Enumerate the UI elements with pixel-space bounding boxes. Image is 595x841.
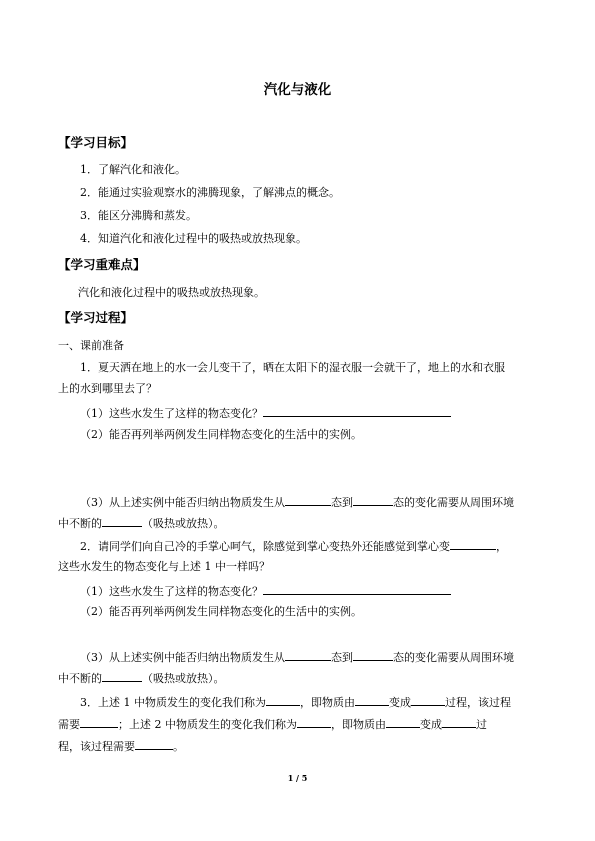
q2-sub3-text-b: 态到: [331, 651, 353, 664]
q3-line3-text-b: 。: [173, 740, 184, 753]
q1-sub3-text-b: 态到: [331, 496, 353, 509]
q2-text-line1: [80, 538, 507, 554]
q1-text-line1: 1．夏天洒在地上的水一会儿变干了，晒在太阳下的湿衣服一会就干了，地上的水和衣服: [80, 361, 505, 374]
q3-line1-text-a: 3．上述 1 中物质发生的变化我们称为: [80, 696, 266, 709]
q2-sub3-line2-text-b: （吸热或放热）。: [142, 672, 225, 685]
q3-line1-text-d: 过程，该过程: [445, 696, 511, 709]
answer-blank[interactable]: [285, 649, 331, 661]
q1-sub3-text-c: 态的变化需要从周围环境: [393, 496, 514, 509]
q1-sub2: （2）能否再列举两例发生同样物态变化的生活中的实例。: [80, 428, 362, 441]
q1-sub3-line1: [80, 494, 514, 510]
answer-blank[interactable]: [450, 538, 496, 550]
page-title: 汽化与液化: [263, 82, 332, 98]
q1-sub3-line2: [58, 515, 225, 531]
keypoints-text: 汽化和液化过程中的吸热或放热现象。: [78, 286, 265, 299]
q2-line1-text-b: ，: [496, 540, 507, 553]
q2-sub3-text-a: （3）从上述实例中能否归纳出物质发生从: [80, 651, 285, 664]
answer-blank[interactable]: [263, 583, 451, 595]
objectives-heading: 【学习目标】: [58, 135, 134, 150]
answer-blank[interactable]: [411, 694, 445, 706]
answer-blank[interactable]: [102, 515, 142, 527]
q2-line1-text-a: 2．请同学们向自己冷的手掌心呵气，除感觉到掌心变热外还能感觉到掌心变: [80, 540, 450, 553]
q1-text-line2: 上的水到哪里去了？: [58, 382, 157, 395]
answer-blank[interactable]: [355, 694, 389, 706]
objective-item: 3．能区分沸腾和蒸发。: [80, 209, 197, 222]
q2-sub2: （2）能否再列举两例发生同样物态变化的生活中的实例。: [80, 605, 362, 618]
q1-sub3-text-a: （3）从上述实例中能否归纳出物质发生从: [80, 496, 285, 509]
q3-line1-text-b: ，即物质由: [300, 696, 355, 709]
q2-sub3-text-c: 态的变化需要从周围环境: [393, 651, 514, 664]
answer-blank[interactable]: [353, 649, 393, 661]
q3-line2-text-d: 变成: [420, 718, 442, 731]
q3-line2-text-a: 需要: [58, 718, 80, 731]
q3-text-line1: [80, 694, 511, 710]
answer-blank[interactable]: [442, 716, 476, 728]
q3-line2-text-b: ；上述 2 中物质发生的变化我们称为: [118, 718, 297, 731]
q3-text-line2: [58, 716, 487, 732]
q3-text-line3: [58, 738, 184, 754]
objective-item: 2．能通过实验观察水的沸腾现象，了解沸点的概念。: [80, 186, 340, 199]
objective-item: 4．知道汽化和液化过程中的吸热或放热现象。: [80, 232, 307, 245]
q2-sub3-line2-text-a: 中不断的: [58, 672, 102, 685]
q1-sub3-line2-text-a: 中不断的: [58, 517, 102, 530]
answer-blank[interactable]: [353, 494, 393, 506]
q2-sub3-line2: [58, 670, 225, 686]
q2-sub3-line1: [80, 649, 514, 665]
keypoints-heading: 【学习重难点】: [58, 257, 146, 272]
q3-line1-text-c: 变成: [389, 696, 411, 709]
answer-blank[interactable]: [285, 494, 331, 506]
page-number: 1 / 5: [287, 773, 308, 783]
q1-sub1: [80, 405, 451, 421]
q3-line2-text-c: ，即物质由: [331, 718, 386, 731]
q3-line2-text-e: 过: [476, 718, 487, 731]
q2-text-line2: 这些水发生的物态变化与上述 1 中一样吗？: [58, 560, 270, 573]
answer-blank[interactable]: [266, 694, 300, 706]
objective-item: 1．了解汽化和液化。: [80, 163, 186, 176]
q2-sub1: [80, 583, 451, 599]
answer-blank[interactable]: [102, 670, 142, 682]
q1-sub3-line2-text-b: （吸热或放热）。: [142, 517, 225, 530]
q1-sub1-text: （1）这些水发生了这样的物态变化？: [80, 407, 263, 420]
answer-blank[interactable]: [135, 738, 173, 750]
answer-blank[interactable]: [386, 716, 420, 728]
answer-blank[interactable]: [80, 716, 118, 728]
q3-line3-text-a: 程，该过程需要: [58, 740, 135, 753]
q2-sub1-text: （1）这些水发生了这样的物态变化？: [80, 585, 263, 598]
process-heading: 【学习过程】: [58, 310, 134, 325]
answer-blank[interactable]: [263, 405, 451, 417]
prep-label: 一、课前准备: [58, 339, 124, 352]
answer-blank[interactable]: [297, 716, 331, 728]
